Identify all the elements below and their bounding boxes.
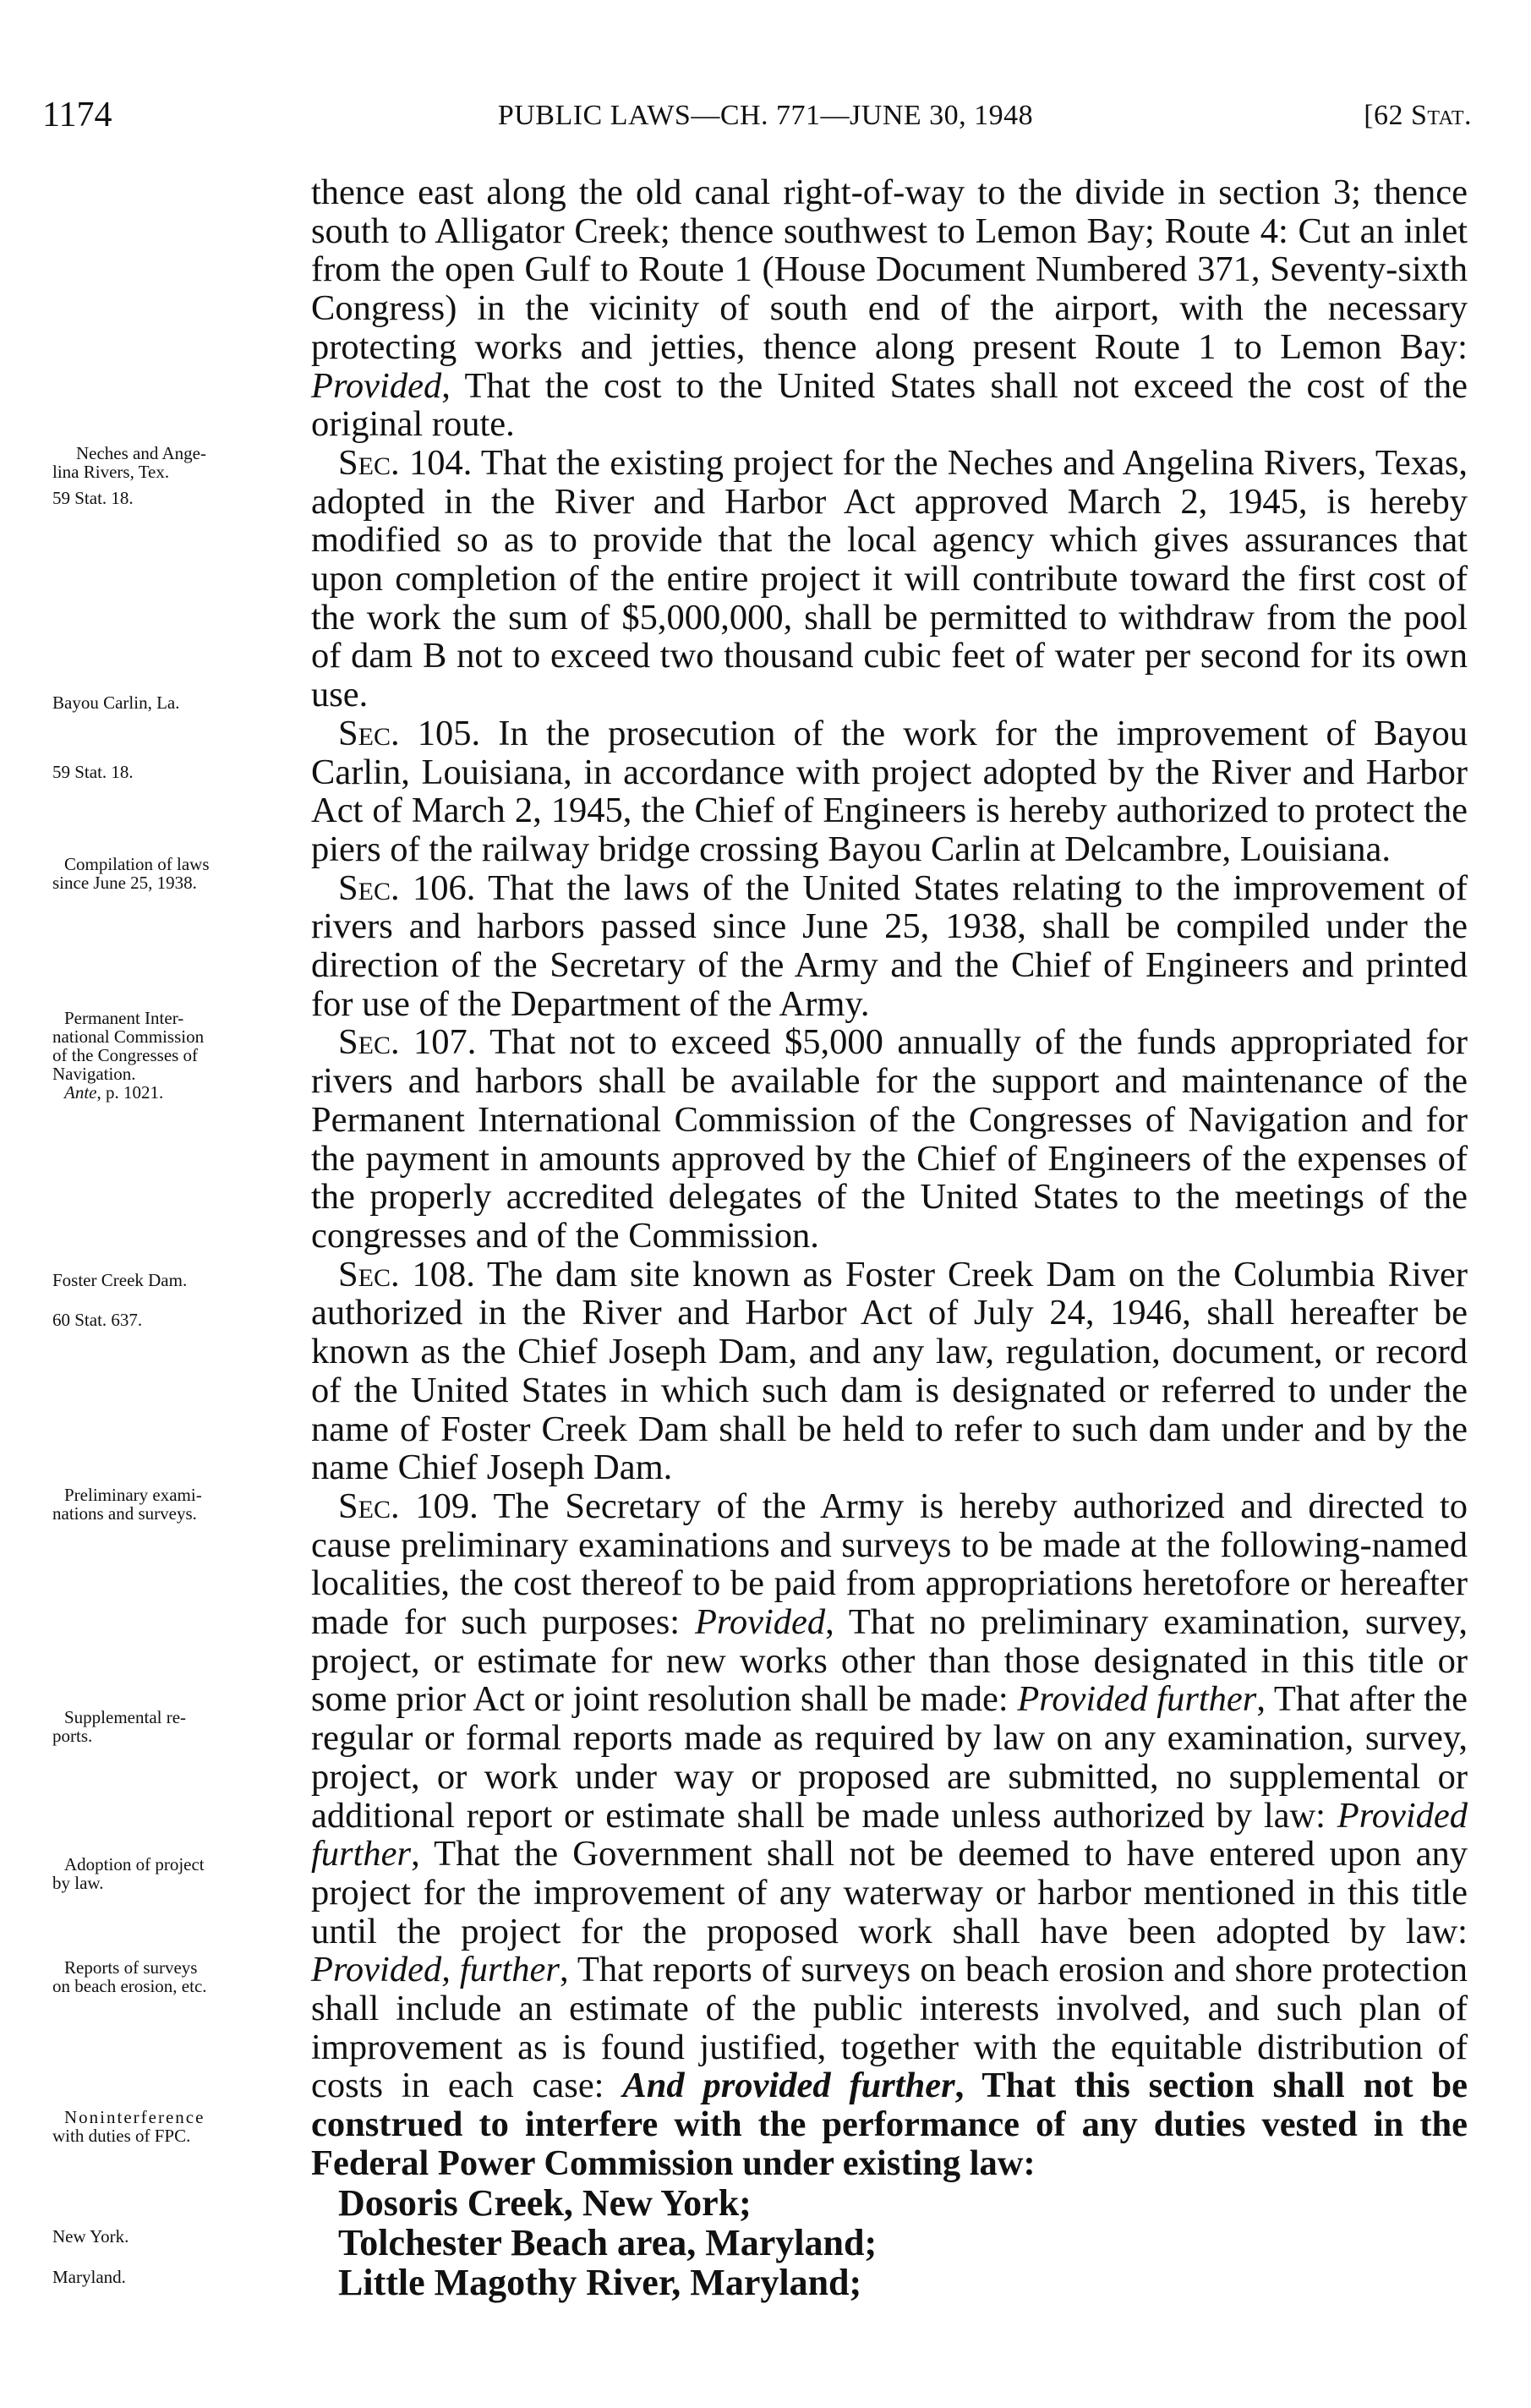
- section-109-label: Sec.: [338, 1486, 400, 1526]
- margin-note-pic-ante: [52, 1083, 281, 1102]
- section-109-proviso-2: Provided further: [1017, 1679, 1257, 1720]
- locality-dosoris-creek: Dosoris Creek, New York;: [338, 2181, 752, 2224]
- margin-note-compilation-line2: since June 25, 1938.: [52, 873, 197, 893]
- margin-note-preliminary: [52, 1486, 281, 1523]
- margin-note-permanent-commission: [52, 1009, 281, 1102]
- section-109-text-d: , That the Government shall not be deemed to have entered upon any project for the improvement of any waterway or harbor mentioned in this title until the project for the proposed work shall have been adopted by law:: [311, 1834, 1468, 1951]
- section-109-proviso-1: Provided: [694, 1602, 826, 1643]
- margin-note-adoption: [52, 1855, 281, 1892]
- volume-reference: [1364, 100, 1472, 132]
- margin-note-neches-line1: Neches and Ange-: [76, 443, 206, 463]
- section-108: [311, 1256, 1468, 1487]
- section-109-proviso-4: Provided, further: [311, 1950, 560, 1990]
- margin-note-fpc-line1: Noninterference: [64, 2107, 205, 2127]
- volume-ref-stat: Stat.: [1411, 100, 1472, 131]
- margin-note-bayou-cite: 59 Stat. 18.: [52, 762, 134, 782]
- section-109-text-e: , That reports of surveys on beach erosion and shore protection shall include an estimate of the public interests involved, and such plan of improvement as is found justified, together with the equitable distribution of costs in each case:: [311, 1950, 1468, 2106]
- section-104: [311, 444, 1468, 714]
- margin-note-supp-line1: Supplemental re-: [64, 1707, 187, 1727]
- section-109-text-c: , That after the regular or formal reports made as required by law on any examination, survey, project, or work under way or proposed are submitted, no supplemental or additional report or estimate shall be made unless authorized by law:: [311, 1679, 1468, 1836]
- margin-note-maryland: Maryland.: [52, 2267, 126, 2287]
- section-106-text: 106. That the laws of the United States relating to the improvement of rivers and harbors passed since June 25, 1938, shall be compiled under the direction of the Secretary of the Army and the Chief of Engineers and printed for use of the Department of the Army.: [311, 867, 1468, 1024]
- locality-little-magothy: Little Magothy River, Maryland;: [338, 2261, 862, 2303]
- provided-keyword: Provided: [311, 365, 442, 406]
- margin-note-beach-line2: on beach erosion, etc.: [52, 1976, 207, 1996]
- section-107-label: Sec.: [338, 1022, 400, 1063]
- continuation-text-b: , That the cost to the United States shall not exceed the cost of the original route.: [311, 365, 1468, 445]
- section-109: [311, 1487, 1468, 2183]
- section-108-text: 108. The dam site known as Foster Creek Dam on the Columbia River authorized in the River and Harbor Act of July 24, 1946, shall hereafter be known as the Chief Joseph Dam, and any law, regulation, document, or record of the United States in which such dam is designated or referred to under the name of Foster Creek Dam shall be held to refer to such dam under and by the name Chief Joseph Dam.: [311, 1254, 1468, 1488]
- margin-note-pic-line1: Permanent Inter-: [64, 1008, 184, 1028]
- section-105-label: Sec.: [338, 713, 400, 753]
- margin-note-neches-line2: lina Rivers, Tex.: [52, 462, 170, 482]
- section-105-text: 105. In the prosecution of the work for the improvement of Bayou Carlin, Louisiana, in accordance with project adopted by the River and Harbor Act of March 2, 1945, the Chief of Engineers is hereby authorized to protect the piers of the railway bridge crossing Bayou Carlin at Delcambre, Louisiana.: [311, 713, 1468, 869]
- margin-note-supplemental: [52, 1708, 281, 1745]
- margin-note-neches-cite: 59 Stat. 18.: [52, 488, 134, 508]
- margin-note-beach: [52, 1958, 281, 1995]
- margin-note-pic-ante-word: Ante: [64, 1082, 97, 1103]
- section-109-text-a: 109. The Secretary of the Army is hereby authorized and directed to cause preliminary examinations and surveys to be made at the following-named localities, the cost thereof to be paid from appropriations heretofore or hereafter made for such purposes:: [311, 1486, 1468, 1643]
- margin-note-prelim-line1: Preliminary exami-: [64, 1485, 202, 1505]
- section-105: [311, 714, 1468, 869]
- running-title: PUBLIC LAWS—CH. 771—JUNE 30, 1948: [497, 100, 1034, 131]
- page-header: [0, 95, 1531, 145]
- section-104-label: Sec.: [338, 442, 400, 483]
- section-106-label: Sec.: [338, 867, 400, 908]
- margin-note-neches: [52, 444, 281, 481]
- locality-tolchester-beach: Tolchester Beach area, Maryland;: [338, 2221, 878, 2263]
- section-109-proviso-3: Provided further: [311, 1795, 1468, 1874]
- main-text-column: [311, 173, 1468, 2302]
- section-108-label: Sec.: [338, 1254, 400, 1294]
- page-number: 1174: [42, 96, 112, 134]
- margin-note-foster-cite: 60 Stat. 637.: [52, 1310, 143, 1330]
- margin-note-prelim-line2: nations and surveys.: [52, 1503, 197, 1524]
- margin-note-supp-line2: ports.: [52, 1726, 93, 1746]
- section-109-proviso-5: And provided further: [622, 2066, 955, 2106]
- section-106: [311, 869, 1468, 1024]
- continuation-text-a: thence east along the old canal right-of-way to the divide in section 3; thence south to Alligator Creek; thence southwest to Lemon Bay; Route 4: Cut an inlet from the open Gulf to Route 1 (House Document Numbered 371, Seventy-sixth Congress) in the vicinity of south end of the airport, with the necessary protecting works and jetties, thence along present Route 1 to Lemon Bay:: [311, 172, 1468, 367]
- section-104-text: 104. That the existing project for the Neches and Angelina Rivers, Texas, adopted in the River and Harbor Act approved March 2, 1945, is hereby modified so as to provide that the local agency which gives assurances that upon completion of the entire project it will contribute toward the first cost of the work the sum of $5,000,000, shall be permitted to withdraw from the pool of dam B not to exceed two thousand cubic feet of water per second for its own use.: [311, 442, 1468, 715]
- margin-note-compilation-line1: Compilation of laws: [64, 854, 210, 874]
- margin-note-bayou: Bayou Carlin, La.: [52, 692, 180, 713]
- margin-note-pic-line3: of the Congresses of: [52, 1045, 199, 1065]
- margin-note-adopt-line1: Adoption of project: [64, 1854, 205, 1874]
- margin-note-beach-line1: Reports of surveys: [64, 1957, 198, 1978]
- margin-note-new-york: New York.: [52, 2226, 129, 2247]
- section-107: [311, 1023, 1468, 1255]
- margin-note-pic-line4: Navigation.: [52, 1064, 136, 1084]
- margin-note-pic-line2: national Commission: [52, 1026, 205, 1047]
- continuation-paragraph: [311, 173, 1468, 444]
- volume-ref-open: [62: [1364, 100, 1412, 131]
- section-107-text: 107. That not to exceed $5,000 annually of the funds appropriated for rivers and harbors shall be available for the support and maintenance of the Permanent International Commission of the Congresses of Navigation and for the payment in amounts approved by the Chief of Engineers of the expenses of the properly accredited delegates of the United States to the meetings of the congresses and of the Commission.: [311, 1022, 1468, 1256]
- margin-note-compilation: [52, 855, 281, 892]
- margin-note-fpc-line2: with duties of FPC.: [52, 2126, 191, 2146]
- section-109-text-b: , That no preliminary examination, survey, project, or estimate for new works other than those designated in this title or some prior Act or joint resolution shall be made:: [311, 1602, 1468, 1720]
- section-109-text-f: , That this section shall not be construed to interfere with the performance of any duties vested in the Federal Power Commission under existing law:: [311, 2066, 1468, 2183]
- margin-note-foster: Foster Creek Dam.: [52, 1270, 188, 1290]
- margin-note-adopt-line2: by law.: [52, 1873, 104, 1893]
- margin-note-pic-page: , p. 1021.: [96, 1082, 164, 1103]
- margin-note-fpc: [52, 2108, 281, 2145]
